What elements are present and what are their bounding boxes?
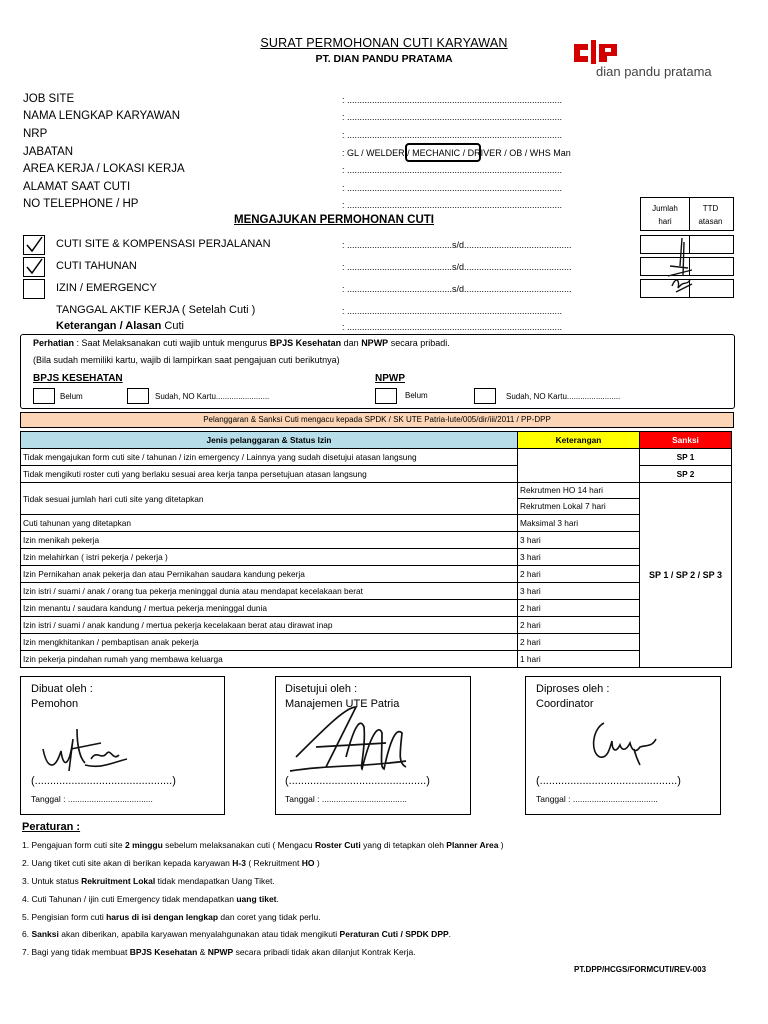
table-row — [21, 532, 732, 549]
jenis-cell: Izin menantu / saudara kandung / mertua pekerja meninggal dunia — [21, 600, 518, 617]
field-label: NRP — [23, 128, 48, 140]
notice-bold: NPWP — [361, 338, 389, 348]
notice-line-1 — [33, 338, 450, 348]
sig-date[interactable]: Tanggal : .................................... — [536, 794, 658, 804]
rule-text: ( Rekruitment — [245, 858, 302, 868]
keterangan-lokal: Rekrutmen Lokal 7 hari — [520, 501, 606, 511]
keterangan-cell: 3 hari — [518, 583, 640, 600]
field-value[interactable]: : GL / WELDER / MECHANIC / DRIVER / OB / WHS Man — [342, 148, 571, 158]
table-row — [21, 483, 732, 515]
jenis-cell: Izin istri / suami / anak kandung / mertua pekerja kecelakaan berat atau dirawat inap — [21, 617, 518, 634]
notice-text: : Saat Melaksanakan cuti wajib untuk mengurus — [74, 338, 270, 348]
rule-text: akan diberikan, apabila karyawan menyalahgunakan atau tidak mengikuti — [58, 929, 340, 939]
jenis-cell: Izin mengkhitankan / pembaptisan anak pekerja — [21, 634, 518, 651]
rule-item — [22, 912, 321, 922]
jenis-cell: Izin pekerja pindahan rumah yang membawa keluarga — [21, 651, 518, 668]
rule-bold: harus di isi dengan lengkap — [106, 912, 219, 922]
keterangan-cell: 3 hari — [518, 532, 640, 549]
rule-bold: Peraturan Cuti / SPDK DPP — [339, 929, 449, 939]
rule-bold: H-3 — [232, 858, 246, 868]
jenis-cell: Izin menikah pekerja — [21, 532, 518, 549]
rules-title: Peraturan : — [22, 821, 81, 833]
jumlah-hari-label: Jumlah hari — [652, 204, 678, 226]
jumlah-hari-header — [640, 197, 690, 231]
rule-bold: Planner Area — [446, 840, 499, 850]
check-icon — [24, 236, 44, 254]
rule-item — [22, 840, 504, 850]
sig-title: Dibuat oleh : — [31, 683, 93, 695]
rule-text: 5. Pengisian form cuti — [22, 912, 107, 922]
leave-type-label: IZIN / EMERGENCY — [56, 282, 157, 294]
rule-text: ) — [314, 858, 320, 868]
rule-text: 7. Bagi yang tidak membuat — [22, 947, 130, 957]
signature-box-coordinator — [525, 676, 721, 815]
notice-bold: BPJS Kesehatan — [269, 338, 342, 348]
leave-type-label: CUTI SITE & KOMPENSASI PERJALANAN — [56, 238, 271, 250]
jenis-cell: Tidak mengajukan form cuti site / tahunan / izin emergency / Lainnya yang sudah disetujui atasan langsung — [21, 449, 518, 466]
npwp-belum-checkbox[interactable] — [375, 388, 397, 404]
rule-text: . — [276, 894, 279, 904]
reason-label-bold: Keterangan / Alasan — [56, 320, 162, 332]
rule-bold: NPWP — [207, 947, 234, 957]
cuti-site-checkbox[interactable] — [23, 235, 45, 255]
sanksi-cell: SP 2 — [640, 466, 732, 483]
jenis-cell: Tidak sesuai jumlah hari cuti site yang ditetapkan — [21, 483, 518, 515]
sig-role: Manajemen UTE Patria — [285, 698, 400, 710]
cuti-tahunan-checkbox[interactable] — [23, 257, 45, 277]
field-label: AREA KERJA / LOKASI KERJA — [23, 163, 185, 175]
keterangan-cell: 3 hari — [518, 549, 640, 566]
npwp-sudah-label: Sudah, NO Kartu........................ — [506, 392, 621, 401]
keterangan-cell — [518, 449, 640, 483]
field-value[interactable]: : ...................................................................................... — [342, 95, 563, 105]
rule-bold: uang tiket — [236, 894, 277, 904]
jenis-cell: Izin istri / suami / anak / orang tua pekerja meninggal dunia atau mendapat kecelakaan berat — [21, 583, 518, 600]
rule-bold: Rekruitment Lokal — [81, 876, 156, 886]
sanksi-cell: SP 1 — [640, 449, 732, 466]
field-value[interactable]: : ...................................................................................... — [342, 165, 563, 175]
signature-box-manajemen — [275, 676, 471, 815]
table-row — [21, 651, 732, 668]
ttd-atasan-header — [688, 197, 734, 231]
footer-code: PT.DPP/HCGS/FORMCUTI/REV-003 — [574, 965, 707, 974]
npwp-sudah-checkbox[interactable] — [474, 388, 496, 404]
supervisor-signature-icon — [662, 236, 698, 298]
check-icon — [24, 258, 44, 276]
notice-text: secara pribadi. — [388, 338, 450, 348]
rule-bold: BPJS Kesehatan — [129, 947, 198, 957]
sig-date[interactable]: Tanggal : .................................... — [285, 794, 407, 804]
sig-name-line[interactable]: (.............................................) — [31, 775, 176, 787]
table-row — [21, 634, 732, 651]
rule-text: 6. — [22, 929, 32, 939]
field-label: NAMA LENGKAP KARYAWAN — [23, 110, 181, 122]
reason-value[interactable]: : ...................................................................................... — [342, 322, 563, 332]
rule-bold: HO — [301, 858, 315, 868]
bpjs-title: BPJS KESEHATAN — [33, 373, 123, 384]
rule-text: tidak mendapatkan Uang Tiket. — [155, 876, 275, 886]
table-row — [21, 515, 732, 532]
rule-text: sebelum melaksanakan cuti ( Mengacu — [162, 840, 315, 850]
notice-bold: Perhatian — [33, 338, 75, 348]
rule-text: & — [197, 947, 208, 957]
field-value[interactable]: : ...................................................................................... — [342, 112, 563, 122]
leave-type-label: CUTI TAHUNAN — [56, 260, 137, 272]
ttd-atasan-label: TTD atasan — [698, 204, 723, 226]
bpjs-belum-checkbox[interactable] — [33, 388, 55, 404]
table-row — [21, 566, 732, 583]
rule-text: ) — [498, 840, 504, 850]
rule-item — [22, 858, 320, 868]
leave-date-range[interactable]: : ..........................................s/d........................................... — [342, 284, 572, 294]
jenis-cell: Izin melahirkan ( istri pekerja / pekerja ) — [21, 549, 518, 566]
col-header-jenis: Jenis pelanggaran & Status Izin — [21, 432, 518, 449]
sanksi-merged-cell: SP 1 / SP 2 / SP 3 — [640, 483, 732, 668]
active-date-label: TANGGAL AKTIF KERJA ( Setelah Cuti ) — [56, 304, 256, 316]
manajemen-signature-icon — [286, 697, 411, 779]
active-date-value[interactable]: : ...................................................................................... — [342, 306, 563, 316]
npwp-title: NPWP — [375, 373, 405, 384]
company-name: PT. DIAN PANDU PRATAMA — [315, 53, 453, 65]
field-value[interactable]: : ...................................................................................... — [342, 200, 563, 210]
table-row — [21, 600, 732, 617]
npwp-belum-label: Belum — [405, 391, 428, 400]
table-header-row — [21, 432, 732, 449]
izin-emergency-checkbox[interactable] — [23, 279, 45, 299]
sig-role: Coordinator — [536, 698, 594, 710]
keterangan-cell: Maksimal 3 hari — [518, 515, 640, 532]
bpjs-belum-label: Belum — [60, 392, 83, 401]
request-title: MENGAJUKAN PERMOHONAN CUTI — [234, 214, 434, 226]
sig-name-line[interactable]: (.............................................) — [285, 775, 430, 787]
notice-line-2: (Bila sudah memiliki kartu, wajib di lampirkan saat pengajuan cuti berikutnya) — [33, 355, 340, 365]
company-logo-icon — [570, 38, 624, 66]
field-label: ALAMAT SAAT CUTI — [23, 181, 131, 193]
table-row — [21, 549, 732, 566]
rule-bold: Roster Cuti — [314, 840, 361, 850]
table-row — [21, 617, 732, 634]
jabatan-circle-mark — [405, 143, 481, 162]
leave-date-range[interactable]: : ..........................................s/d........................................... — [342, 262, 572, 272]
rule-text: dan coret yang tidak perlu. — [218, 912, 321, 922]
jenis-cell: Cuti tahunan yang ditetapkan — [21, 515, 518, 532]
rule-text: 4. Cuti Tahunan / ijin cuti Emergency tidak mendapatkan — [22, 894, 237, 904]
rule-text: secara pribadi tidak akan dilanjut Kontrak Kerja. — [233, 947, 416, 957]
rule-text: 3. Untuk status — [22, 876, 82, 886]
rule-bold: Sanksi — [31, 929, 59, 939]
sanction-banner: Pelanggaran & Sanksi Cuti mengacu kepada SPDK / SK UTE Patria-lute/005/dir/iii/2011 / PP-DPP — [20, 412, 734, 428]
table-row — [21, 583, 732, 600]
jenis-cell: Tidak mengikuti roster cuti yang berlaku sesuai area kerja tanpa persetujuan atasan langsung — [21, 466, 518, 483]
rule-text: . — [448, 929, 452, 939]
table-row — [21, 449, 732, 466]
keterangan-ho: Rekrutmen HO 14 hari — [518, 483, 639, 499]
signature-box-pemohon — [20, 676, 225, 815]
field-label: JABATAN — [23, 146, 74, 158]
pemohon-signature-icon — [41, 719, 131, 774]
rule-item — [22, 894, 279, 904]
field-label: NO TELEPHONE / HP — [23, 198, 139, 210]
keterangan-cell: 1 hari — [518, 651, 640, 668]
col-header-keterangan: Keterangan — [518, 432, 640, 449]
form-title: SURAT PERMOHONAN CUTI KARYAWAN — [260, 36, 508, 50]
rule-text: yang di tetapkan oleh — [360, 840, 447, 850]
rule-item — [22, 929, 451, 939]
field-value[interactable]: : ...................................................................................... — [342, 183, 563, 193]
keterangan-cell — [518, 483, 640, 515]
notice-text: dan — [341, 338, 362, 348]
reason-label — [56, 320, 184, 332]
sanction-table — [20, 431, 732, 668]
rule-text: 2. Uang tiket cuti site akan di berikan kepada karyawan — [22, 858, 233, 868]
logo-text: dian pandu pratama — [596, 64, 712, 79]
sig-title: Disetujui oleh : — [285, 683, 358, 695]
reason-label-rest: Cuti — [161, 320, 184, 332]
keterangan-cell: 2 hari — [518, 617, 640, 634]
keterangan-cell: 2 hari — [518, 634, 640, 651]
rule-item — [22, 947, 416, 957]
jenis-cell: Izin Pernikahan anak pekerja dan atau Pernikahan saudara kandung pekerja — [21, 566, 518, 583]
sig-role: Pemohon — [31, 698, 79, 710]
keterangan-cell: 2 hari — [518, 600, 640, 617]
sig-date[interactable]: Tanggal : .................................... — [31, 794, 153, 804]
keterangan-cell: 2 hari — [518, 566, 640, 583]
field-label: JOB SITE — [23, 93, 75, 105]
bpjs-sudah-label: Sudah, NO Kartu........................ — [155, 392, 270, 401]
rule-item — [22, 876, 275, 886]
sig-name-line[interactable]: (.............................................) — [536, 775, 681, 787]
rule-bold: 2 minggu — [125, 840, 163, 850]
field-value[interactable]: : ...................................................................................... — [342, 130, 563, 140]
rule-text: 1. Pengajuan form cuti site — [22, 840, 126, 850]
col-header-sanksi: Sanksi — [640, 432, 732, 449]
bpjs-sudah-checkbox[interactable] — [127, 388, 149, 404]
sig-title: Diproses oleh : — [536, 683, 610, 695]
coordinator-signature-icon — [586, 717, 666, 767]
leave-date-range[interactable]: : ..........................................s/d........................................... — [342, 240, 572, 250]
